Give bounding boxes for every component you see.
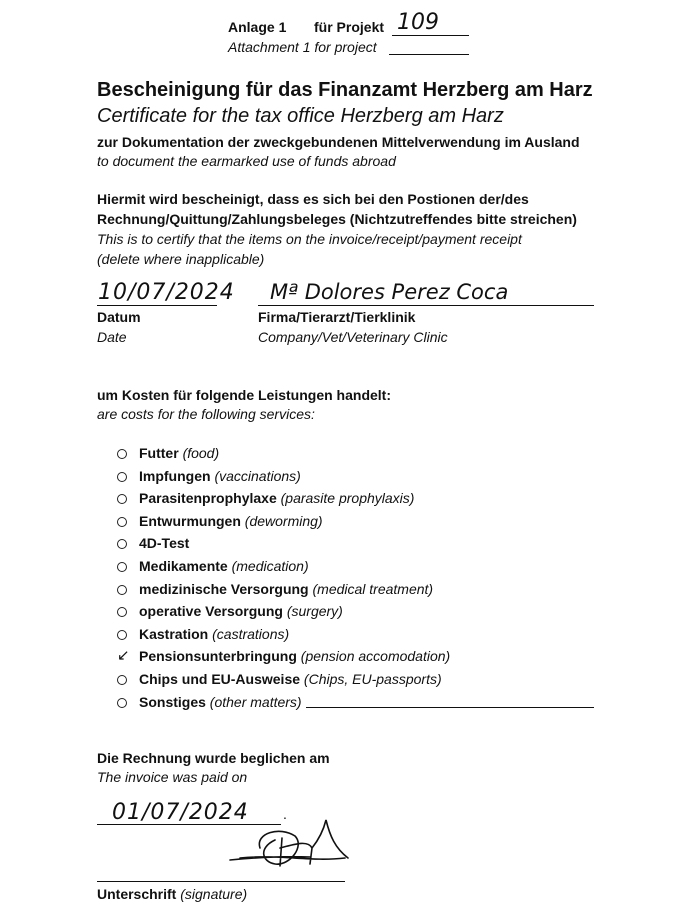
service-label-en: (castrations): [212, 625, 290, 642]
service-label-de: Parasitenprophylaxe: [139, 490, 277, 507]
service-label-en: (parasite prophylaxis): [280, 490, 415, 507]
service-item: [139, 558, 309, 574]
service-checkbox[interactable]: [117, 449, 127, 459]
service-label-de: Chips und EU-Ausweise: [139, 671, 301, 687]
service-item: [139, 445, 219, 461]
subtitle-de: zur Dokumentation der zweckgebundenen Mittelverwendung im Ausland: [97, 134, 580, 150]
company-label-de: Firma/Tierarzt/Tierklinik: [258, 309, 416, 325]
service-item: [139, 535, 189, 551]
service-checkbox[interactable]: [117, 562, 127, 572]
service-label-en: (food): [182, 445, 220, 461]
service-label-de: 4D-Test: [139, 535, 190, 552]
certify-en-line2: (delete where inapplicable): [97, 251, 265, 267]
service-checkbox[interactable]: [117, 585, 127, 595]
service-label-en: (pension accomodation): [300, 648, 451, 665]
service-item: [139, 513, 323, 529]
service-checkbox[interactable]: [117, 675, 127, 685]
title-de: Bescheinigung für das Finanzamt Herzberg am Harz: [97, 79, 593, 101]
service-label-de: Sonstiges: [139, 693, 206, 710]
paid-label-en: The invoice was paid on: [97, 769, 248, 785]
service-label-de: Kastration: [139, 625, 209, 642]
service-checkbox[interactable]: [117, 607, 127, 617]
certify-en-line1: This is to certify that the items on the invoice/receipt/payment receipt: [97, 231, 522, 247]
costs-de: um Kosten für folgende Leistungen handelt:: [97, 387, 391, 403]
service-label-en: (other matters): [209, 693, 302, 710]
service-label-en: (medical treatment): [312, 580, 434, 597]
costs-en: are costs for the following services:: [97, 406, 315, 422]
service-checkbox[interactable]: [117, 517, 127, 527]
attachment-label-en: Attachment 1 for project: [228, 39, 377, 55]
service-label-en: (surgery): [286, 603, 343, 620]
other-matters-line: [306, 707, 594, 708]
service-label-en: (Chips, EU-passports): [303, 671, 442, 687]
service-item: [139, 671, 442, 687]
subtitle-en: to document the earmarked use of funds abroad: [97, 153, 396, 169]
company-line: [258, 305, 594, 306]
service-checkbox[interactable]: [117, 698, 127, 708]
paid-date-handwritten: 01/07/2024: [112, 800, 249, 825]
certify-de-line1: Hiermit wird bescheinigt, dass es sich bei den Postionen der/des: [97, 191, 529, 207]
signature-label-de: Unterschrift: [97, 886, 177, 902]
date-line: [97, 305, 217, 306]
service-label-en: (medication): [231, 558, 309, 574]
company-handwritten: Mª Dolores Perez Coca: [270, 280, 509, 304]
service-checkbox[interactable]: [117, 539, 127, 549]
service-checkbox[interactable]: [117, 630, 127, 640]
signature-line: [97, 881, 345, 882]
service-item: [139, 490, 414, 506]
project-number-handwritten: 109: [397, 10, 439, 35]
date-label-de: Datum: [97, 309, 141, 325]
project-number-line-en: [389, 54, 469, 55]
signature-image: [220, 818, 355, 878]
service-label-de: Pensionsunterbringung: [139, 648, 297, 665]
project-label-de: für Projekt: [314, 19, 385, 35]
service-item: [139, 626, 289, 642]
service-checkbox[interactable]: [117, 472, 127, 482]
service-checkmark-icon[interactable]: ↙: [117, 647, 130, 665]
paid-label-de: Die Rechnung wurde beglichen am: [97, 750, 330, 766]
paid-period: .: [283, 806, 287, 822]
certify-de-line2: Rechnung/Quittung/Zahlungsbeleges (Nichtzutreffendes bitte streichen): [97, 211, 577, 227]
service-item: [139, 694, 302, 710]
signature-label-en: (signature): [180, 886, 248, 902]
date-handwritten: 10/07/2024: [98, 280, 235, 305]
date-label-en: Date: [97, 329, 127, 345]
service-item: [139, 468, 301, 484]
service-label-de: Medikamente: [139, 558, 228, 574]
service-checkbox[interactable]: [117, 494, 127, 504]
service-item: [139, 648, 450, 664]
project-number-line: [392, 35, 469, 36]
service-label-en: (vaccinations): [214, 467, 301, 484]
service-label-de: Entwurmungen: [139, 512, 241, 529]
service-label-de: Futter: [139, 445, 179, 461]
service-label-de: medizinische Versorgung: [139, 580, 309, 597]
attachment-label-de: Anlage 1: [228, 19, 287, 35]
service-label-en: (deworming): [244, 512, 323, 529]
company-label-en: Company/Vet/Veterinary Clinic: [258, 329, 448, 345]
signature-label: [97, 886, 247, 902]
service-item: [139, 581, 433, 597]
service-item: [139, 603, 343, 619]
service-label-de: operative Versorgung: [139, 603, 283, 620]
title-en: Certificate for the tax office Herzberg am Harz: [97, 105, 504, 127]
service-label-de: Impfungen: [139, 467, 211, 484]
